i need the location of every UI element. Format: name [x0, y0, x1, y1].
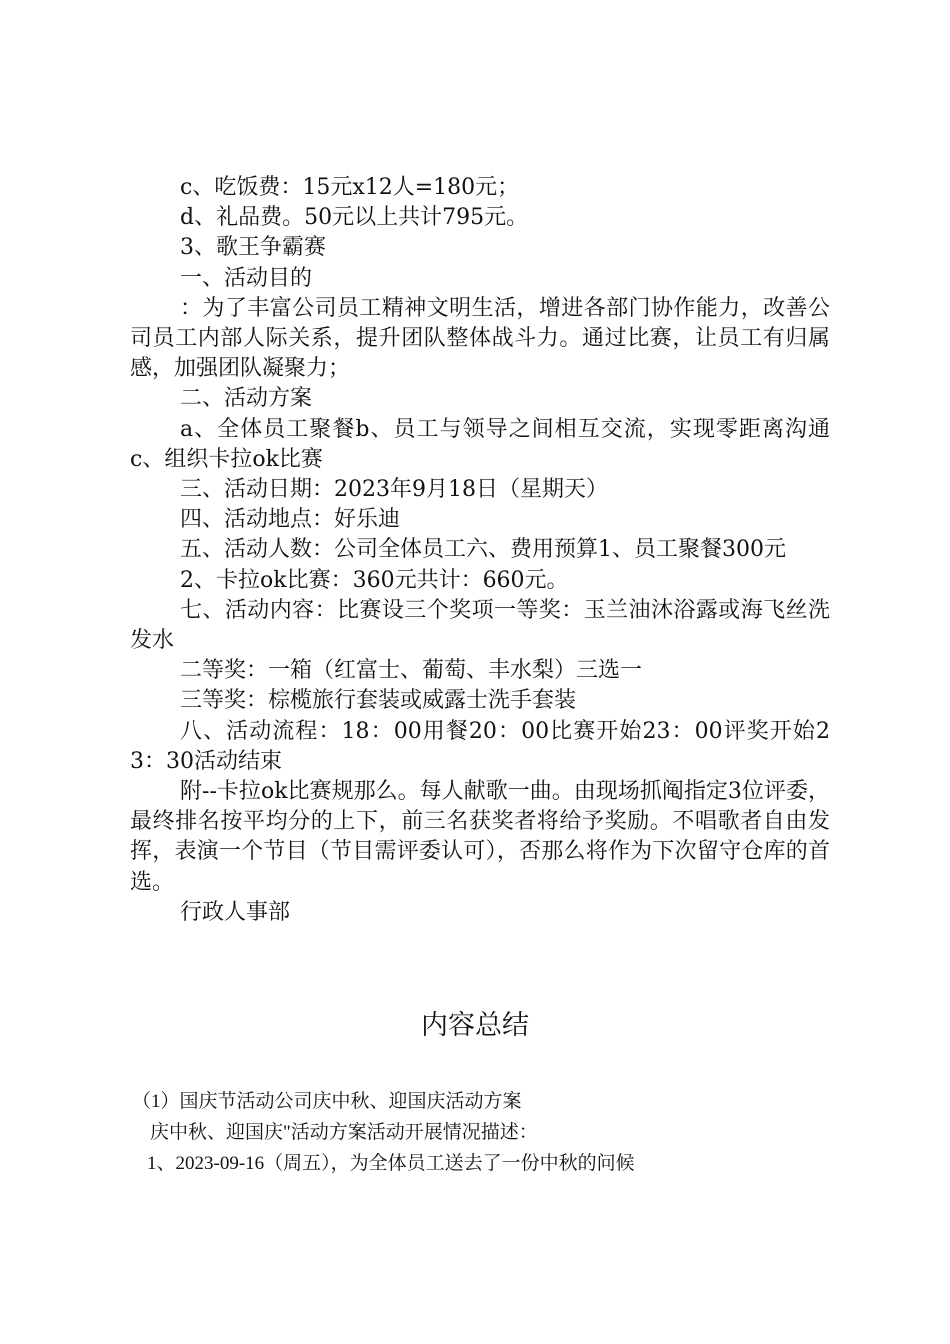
- paragraph-contest-content: 七、活动内容：比赛设三个奖项一等奖：玉兰油沐浴露或海飞丝洗发水: [130, 597, 830, 654]
- paragraph-activity-location: 四、活动地点：好乐迪: [180, 507, 401, 533]
- summary-line: （1）国庆节活动公司庆中秋、迎国庆活动方案: [132, 1091, 522, 1112]
- paragraph-schedule: 八、活动流程：18：00用餐20：00比赛开始23：00评奖开始23：30活动结束: [130, 718, 830, 774]
- paragraph-meal-cost: c、吃饭费：15元x12人=180元；: [180, 175, 520, 200]
- paragraph-second-prize: 二等奖：一箱（红富士、葡萄、丰水梨）三选一: [180, 658, 643, 684]
- paragraph-plan-heading: 二、活动方案: [180, 386, 313, 412]
- paragraph-purpose-heading: 一、活动目的: [180, 265, 313, 291]
- summary-title: 内容总结: [421, 1010, 529, 1041]
- paragraph-gift-cost: d、礼品费。50元以上共计795元。: [180, 205, 529, 231]
- paragraph-singing-contest-heading: 3、歌王争霸赛: [180, 235, 326, 261]
- paragraph-third-prize: 三等奖：棕榄旅行套装或威露士洗手套装: [180, 688, 577, 714]
- summary-line: 庆中秋、迎国庆"活动方案活动开展情况描述：: [150, 1122, 538, 1143]
- paragraph-department-signature: 行政人事部: [180, 899, 291, 925]
- document-body: [130, 173, 830, 928]
- paragraph-activity-date: 三、活动日期：2023年9月18日（星期天）: [180, 477, 608, 503]
- paragraph-purpose-text: ：为了丰富公司员工精神文明生活，增进各部门协作能力，改善公司员工内部人际关系，提升团队整体战斗力。通过比赛，让员工有归属感，加强团队凝聚力；: [130, 295, 830, 382]
- summary-section: [132, 1086, 852, 1179]
- summary-line: 1、2023-09-16（周五），为全体员工送去了一份中秋的问候: [147, 1153, 635, 1174]
- paragraph-plan-text: a、全体员工聚餐b、员工与领导之间相互交流，实现零距离沟通c、组织卡拉ok比赛: [130, 416, 830, 472]
- paragraph-contest-rules: 附--卡拉ok比赛规那么。每人献歌一曲。由现场抓阄指定3位评委，最终排名按平均分的上下，前三名获奖者将给予奖励。不唱歌者自由发挥，表演一个节目（节目需评委认可），否那么将作为下次留守仓库的首选。: [130, 779, 830, 895]
- paragraph-karaoke-cost: 2、卡拉ok比赛：360元共计：660元。: [180, 567, 569, 593]
- paragraph-participants-budget: 五、活动人数：公司全体员工六、费用预算1、员工聚餐300元: [180, 537, 786, 563]
